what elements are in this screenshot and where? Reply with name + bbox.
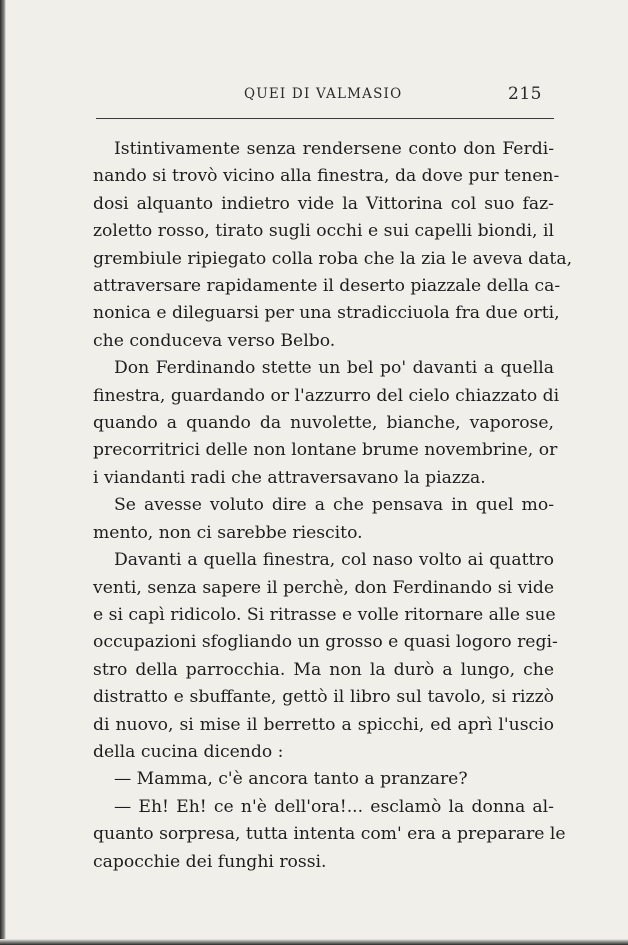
header-rule [96,118,554,119]
paragraph [93,547,558,766]
text-line: Istintivamente senza rendersene conto don Ferdi- [114,139,554,159]
page-header [96,86,554,106]
text-line: che conduceva verso Belbo. [93,330,336,351]
text-line: zoletto rosso, tirato sugli occhi e sui capelli biondi, il [93,221,554,242]
page-edge-bottom [0,939,628,945]
text-line: stro della parrocchia. Ma non la durò a lungo, che [93,659,554,680]
text-line: finestra, guardando or l'azzurro del cielo chiazzato di [93,385,560,406]
text-line: — Mamma, c'è ancora tanto a pranzare? [114,769,468,790]
paragraph [93,794,566,876]
page-number: 215 [508,84,542,104]
text-line: dosi alquanto indietro vide la Vittorina col suo faz- [93,193,554,214]
text-line: quanto sorpresa, tutta intenta com' era a preparare le [93,824,566,845]
page-edge-left [0,0,6,945]
text-line: distratto e sbuffante, gettò il libro sul tavolo, si rizzò [93,687,554,708]
text-line: nando si trovò vicino alla finestra, da dove pur tenen- [93,166,560,187]
paragraph [93,766,554,793]
text-line: Don Ferdinando stette un bel po' davanti a quella [114,358,554,379]
text-line: grembiule ripiegato colla roba che la zia le aveva data, [93,248,573,269]
text-line: nonica e dileguarsi per una stradicciuola fra due orti, [93,303,560,324]
text-line: precorritrici delle non lontane brume novembrine, or [93,440,558,461]
text-line: quando a quando da nuvolette, bianche, vaporose, [93,413,554,434]
text-line: della cucina dicendo : [93,741,284,762]
text-line: e si capì ridicolo. Si ritrasse e volle ritornare alle sue [93,604,556,625]
text-line: i viandanti radi che attraversavano la piazza. [93,467,486,488]
paragraph [93,492,554,547]
text-line: di nuovo, si mise il berretto a spicchi, ed aprì l'uscio [93,714,554,735]
paragraph [93,136,573,355]
text-line: — Eh! Eh! ce n'è dell'ora!... esclamò la donna al- [114,796,554,817]
paragraph [93,355,560,492]
text-line: Se avesse voluto dire a che pensava in quel mo- [114,495,554,516]
text-line: venti, senza sapere il perchè, don Ferdinando si vide [93,577,554,598]
text-line: capocchie dei funghi rossi. [93,851,327,872]
body-text [93,136,573,876]
text-line: Davanti a quella finestra, col naso volto ai quattro [114,550,554,571]
text-line: occupazioni sfogliando un grosso e quasi logoro regi- [93,632,558,653]
text-line: mento, non ci sarebbe riescito. [93,522,363,543]
text-line: attraversare rapidamente il deserto piazzale della ca- [93,276,561,297]
running-title: QUEI DI VALMASIO [244,86,403,102]
